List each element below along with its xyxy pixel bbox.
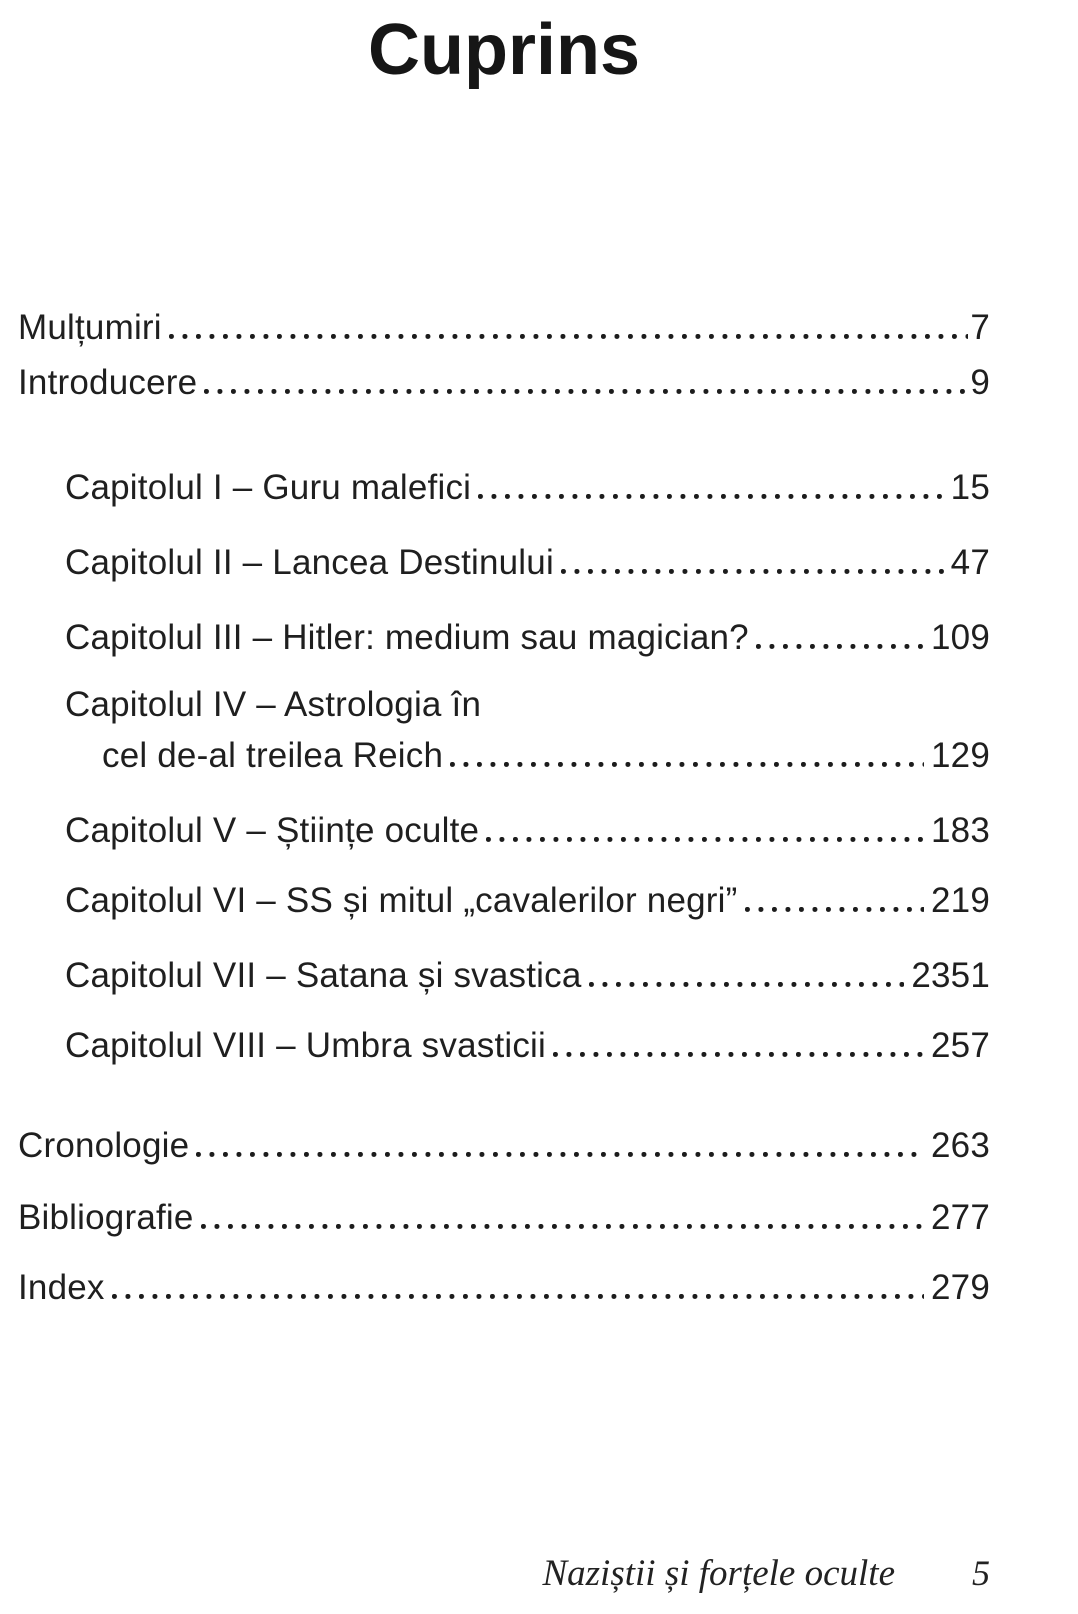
- dot-leader: [196, 1152, 924, 1157]
- toc-page-number: 183: [931, 811, 990, 850]
- toc-entry: [18, 620, 990, 655]
- dot-leader: [756, 644, 924, 649]
- toc-entry-label: Capitolul VI – SS și mitul „cavalerilor negri”: [65, 881, 738, 920]
- toc-entry-label: Index: [18, 1268, 105, 1307]
- toc-page-number: 277: [931, 1198, 990, 1237]
- toc-entry-label: Capitolul II – Lancea Destinului: [65, 543, 554, 582]
- toc-entry: [18, 1200, 990, 1235]
- toc-entry: [18, 545, 990, 580]
- toc-page-number: 109: [931, 618, 990, 657]
- dot-leader: [553, 1052, 924, 1057]
- toc-entry-label: Bibliografie: [18, 1198, 194, 1237]
- dot-leader: [589, 982, 905, 987]
- toc-entry: [18, 1128, 990, 1163]
- toc-entry-label: Capitolul I – Guru malefici: [65, 468, 472, 507]
- page-footer: [18, 1555, 990, 1592]
- toc-entry-label: Capitolul III – Hitler: medium sau magician?: [65, 618, 749, 657]
- toc-entry: [18, 1270, 990, 1305]
- footer-page-number: 5: [972, 1553, 990, 1593]
- toc-entry: [18, 813, 990, 848]
- toc-entry-label: Capitolul VII – Satana și svastica: [65, 956, 582, 995]
- dot-leader: [201, 1224, 924, 1229]
- toc-page-number: 9: [970, 363, 990, 402]
- dot-leader: [745, 907, 925, 912]
- toc-entry: [18, 958, 990, 993]
- toc-entry: [18, 1028, 990, 1063]
- dot-leader: [204, 389, 968, 394]
- toc-entry: [18, 310, 990, 345]
- dot-leader: [478, 494, 944, 499]
- toc-entry-label: Capitolul V – Științe oculte: [65, 811, 480, 850]
- toc-entry-label: Mulțumiri: [18, 308, 162, 347]
- book-page: [0, 10, 1078, 1614]
- dot-leader: [561, 569, 944, 574]
- toc-entry-label: Capitolul IV – Astrologia în: [65, 685, 482, 724]
- table-of-contents: [18, 310, 990, 1305]
- dot-leader: [486, 837, 924, 842]
- toc-entry: [18, 687, 990, 722]
- dot-leader: [112, 1294, 924, 1299]
- toc-entry: [18, 738, 990, 773]
- dot-leader: [169, 334, 969, 339]
- toc-page-number: 219: [931, 881, 990, 920]
- dot-leader: [450, 762, 924, 767]
- toc-page-number: 263: [931, 1126, 990, 1165]
- toc-entry: [18, 470, 990, 505]
- toc-entry-label: cel de-al treilea Reich: [102, 736, 444, 775]
- toc-page-number: 7: [970, 308, 990, 347]
- page-title: Cuprins: [367, 10, 640, 90]
- toc-page-number: 2351: [911, 956, 990, 995]
- toc-entry: [18, 365, 990, 400]
- toc-entry-label: Introducere: [18, 363, 198, 402]
- toc-page-number: 257: [931, 1026, 990, 1065]
- toc-page-number: 129: [931, 736, 990, 775]
- toc-page-number: 279: [931, 1268, 990, 1307]
- toc-entry-label: Cronologie: [18, 1126, 190, 1165]
- toc-entry-label: Capitolul VIII – Umbra svasticii: [65, 1026, 547, 1065]
- toc-entry: [18, 883, 990, 918]
- footer-book-title: Naziștii și forțele oculte: [542, 1553, 895, 1594]
- toc-page-number: 47: [950, 543, 990, 582]
- toc-page-number: 15: [950, 468, 990, 507]
